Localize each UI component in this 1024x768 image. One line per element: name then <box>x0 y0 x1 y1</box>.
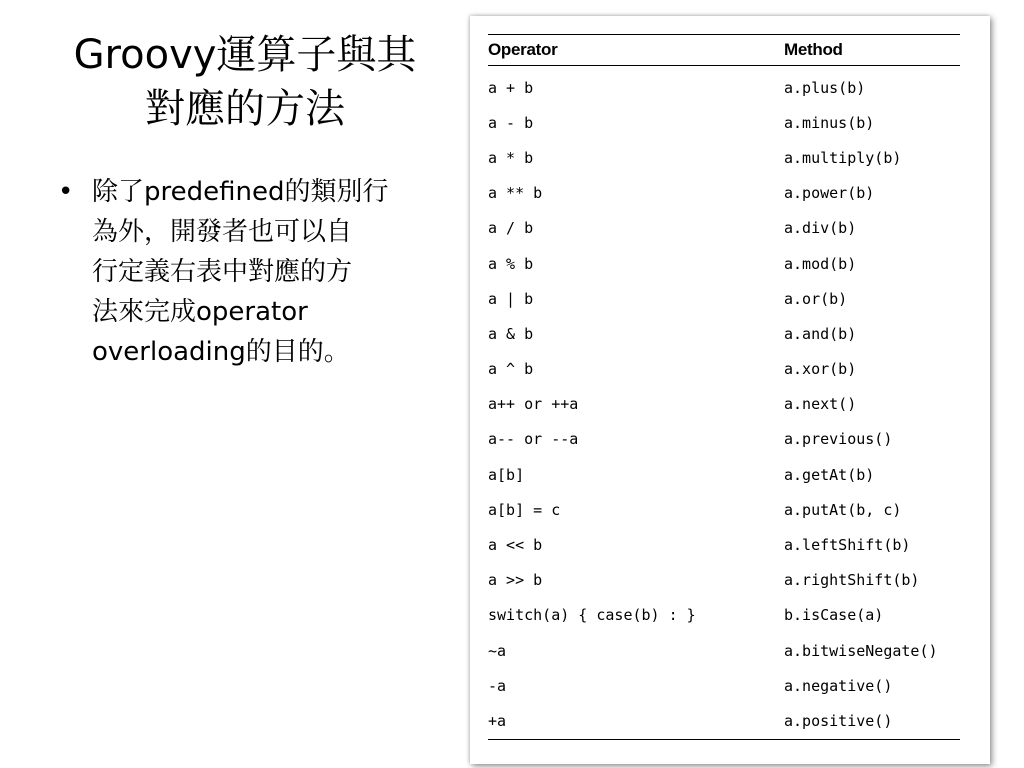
column-header-method: Method <box>784 40 843 59</box>
table-row <box>488 527 960 562</box>
operator-cell: a - b <box>488 113 534 132</box>
method-cell: a.xor(b) <box>784 360 857 379</box>
method-cell: a.positive() <box>784 711 893 730</box>
table-row <box>488 140 960 175</box>
operator-method-table <box>488 34 960 740</box>
slide-title-line-2: 對應的方法 <box>145 86 345 132</box>
table-row <box>488 457 960 492</box>
method-cell: a.next() <box>784 395 857 414</box>
slide-title-line-1: Groovy運算子與其 <box>73 32 417 78</box>
bullet-line: 除了predefined的類別行 <box>92 177 389 207</box>
operator-cell: a << b <box>488 536 543 555</box>
table-row <box>488 492 960 527</box>
operator-cell: a[b] <box>488 465 525 484</box>
table-row <box>488 105 960 140</box>
method-cell: a.getAt(b) <box>784 465 875 484</box>
operator-cell: a * b <box>488 148 534 167</box>
table-row <box>488 316 960 351</box>
table-row <box>488 211 960 246</box>
table-row <box>488 598 960 633</box>
method-cell: a.div(b) <box>784 219 857 238</box>
table-row <box>488 668 960 703</box>
method-cell: a.power(b) <box>784 184 875 203</box>
bullet-line: 行定義右表中對應的方 <box>92 257 353 287</box>
operator-cell: a & b <box>488 324 534 343</box>
slide-title <box>40 28 450 136</box>
operator-cell: switch(a) { case(b) : } <box>488 606 696 625</box>
operator-cell: +a <box>488 711 507 730</box>
table-row <box>488 387 960 422</box>
operator-cell: -a <box>488 676 507 695</box>
method-cell: a.putAt(b, c) <box>784 500 902 519</box>
operator-cell: a[b] = c <box>488 500 561 519</box>
operator-cell: a % b <box>488 254 534 273</box>
operator-cell: a++ or ++a <box>488 395 579 414</box>
operator-cell: a >> b <box>488 571 543 590</box>
table-row <box>488 563 960 598</box>
bullet-list <box>58 172 450 372</box>
operator-cell: a-- or --a <box>488 430 579 449</box>
method-cell: a.negative() <box>784 676 893 695</box>
table-row <box>488 703 960 739</box>
method-cell: a.rightShift(b) <box>784 571 920 590</box>
operator-cell: a ^ b <box>488 360 534 379</box>
method-cell: a.mod(b) <box>784 254 857 273</box>
bullet-line: 法來完成operator <box>92 297 308 327</box>
table-header-row <box>488 35 960 66</box>
operator-cell: a ** b <box>488 184 543 203</box>
operator-cell: a + b <box>488 78 534 97</box>
operator-cell: a / b <box>488 219 534 238</box>
table-row <box>488 422 960 457</box>
method-cell: b.isCase(a) <box>784 606 884 625</box>
operator-cell: ~a <box>488 641 507 660</box>
method-cell: a.multiply(b) <box>784 148 902 167</box>
method-cell: a.or(b) <box>784 289 848 308</box>
table-row <box>488 352 960 387</box>
method-cell: a.leftShift(b) <box>784 536 911 555</box>
table-row <box>488 281 960 316</box>
table-row <box>488 633 960 668</box>
method-cell: a.and(b) <box>784 324 857 343</box>
table-row <box>488 176 960 211</box>
method-cell: a.bitwiseNegate() <box>784 641 938 660</box>
bullet-item <box>58 172 450 372</box>
operator-cell: a | b <box>488 289 534 308</box>
bullet-dot-icon: • <box>58 177 74 207</box>
method-cell: a.plus(b) <box>784 78 866 97</box>
method-cell: a.minus(b) <box>784 113 875 132</box>
bullet-line: overloading的目的。 <box>92 337 350 367</box>
table-body <box>488 66 960 740</box>
column-header-operator: Operator <box>488 40 558 59</box>
table-row <box>488 246 960 281</box>
table-row <box>488 66 960 106</box>
operator-table-image <box>470 16 990 764</box>
bullet-line: 為外，開發者也可以自 <box>92 217 353 247</box>
method-cell: a.previous() <box>784 430 893 449</box>
